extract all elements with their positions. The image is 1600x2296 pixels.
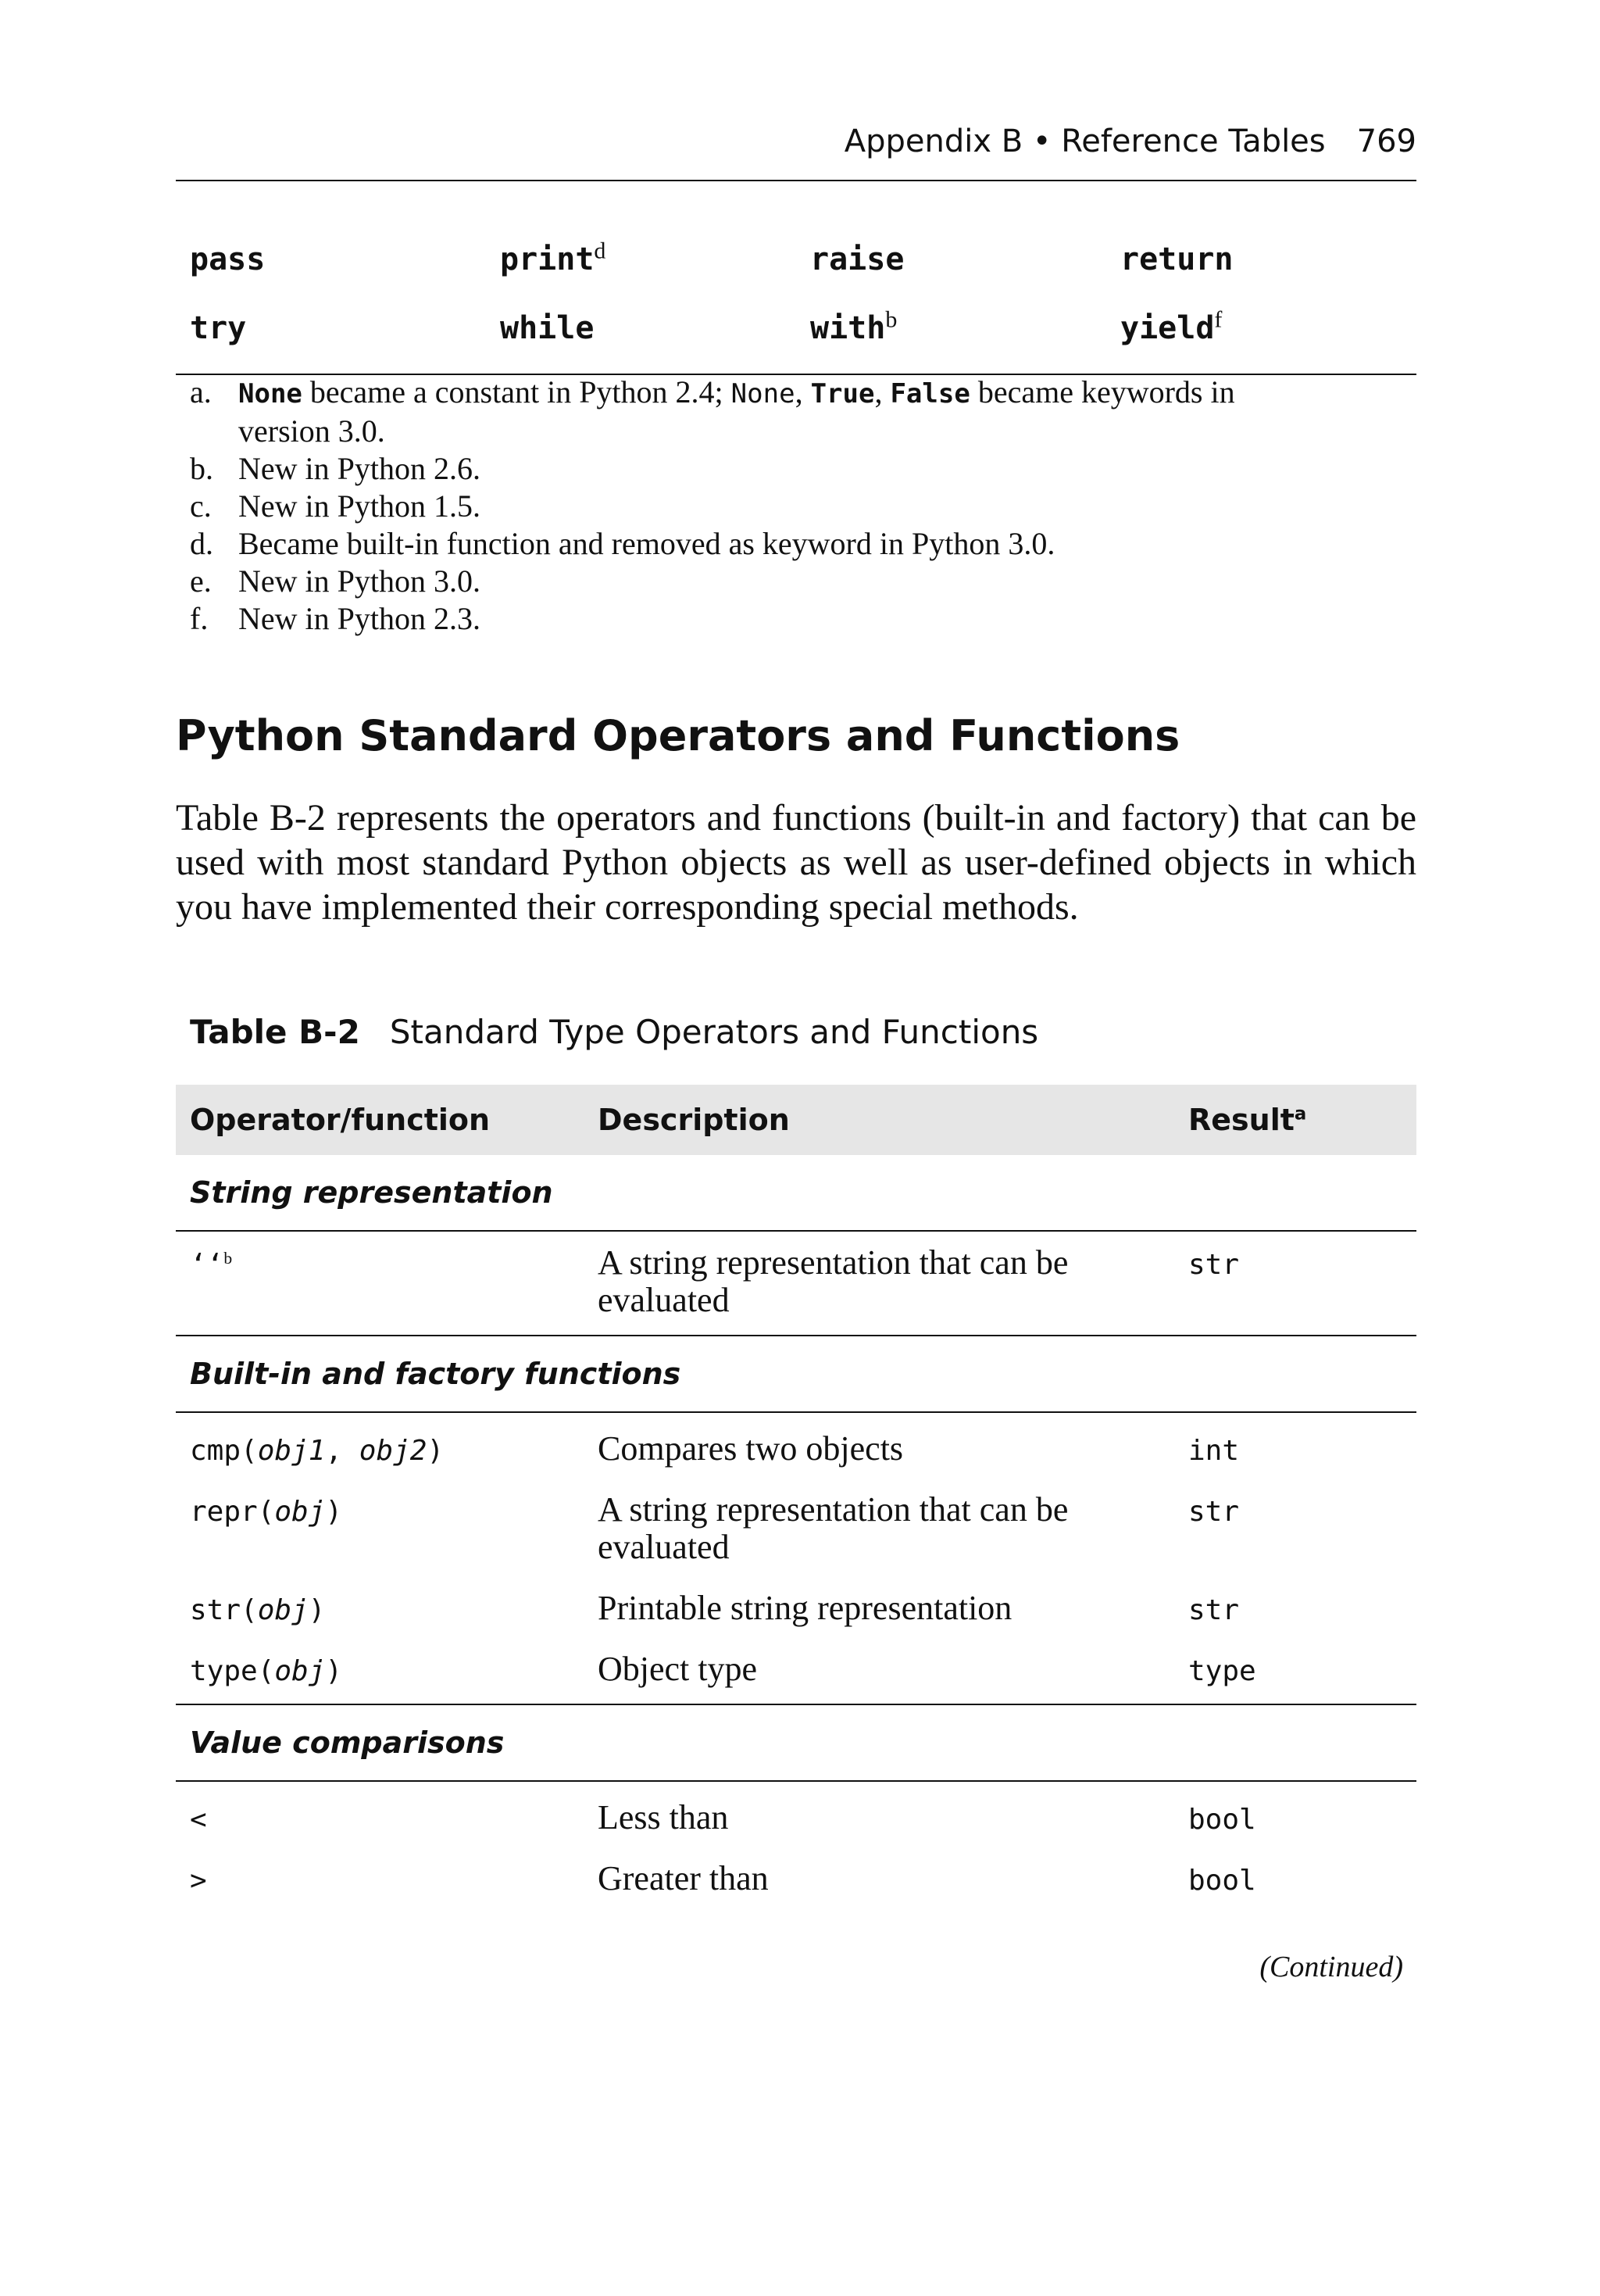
function-name: repr( (190, 1496, 275, 1528)
operator-cell: > (190, 1865, 207, 1897)
intro-paragraph: Table B-2 represents the operators and functions (built-in and factory) that can be used with most standard Python objects as well as user-defined objects in which you have implemented their corresponding special methods. (176, 797, 1416, 928)
keyword-cell (486, 310, 796, 346)
footnote-text: Became built-in function and removed as keyword in Python 3.0. (238, 526, 1055, 561)
keyword-cell (796, 306, 1106, 346)
running-header-title: Appendix B • Reference Tables (844, 123, 1326, 159)
table-row (176, 1627, 1416, 1705)
table-row (176, 1232, 1416, 1336)
keyword-table (176, 225, 1416, 375)
footnote-mark: a. (190, 374, 212, 409)
group-heading: Value comparisons (176, 1705, 1416, 1782)
operator-cell (176, 1650, 598, 1688)
footnote-mark: d. (190, 526, 213, 561)
function-name: str( (190, 1594, 258, 1626)
keyword-cell (486, 238, 796, 277)
table-title: Standard Type Operators and Functions (389, 1013, 1039, 1051)
group-heading: Built-in and factory functions (176, 1336, 1416, 1413)
footnote-mark: b. (190, 451, 213, 486)
footnote-ref: d (594, 238, 606, 264)
keyword-row (176, 294, 1416, 363)
running-header (176, 117, 1416, 181)
table-row (176, 1836, 1416, 1897)
argument: obj (257, 1594, 309, 1626)
keyword: yield (1120, 310, 1215, 346)
footnote-fragment: became keywords in version 3.0. (238, 374, 1235, 449)
table-row (176, 1566, 1416, 1627)
keyword-cell (176, 310, 486, 346)
description-cell: Printable string representation (598, 1589, 1012, 1627)
footnote (190, 450, 1330, 488)
function-name: type( (190, 1655, 275, 1687)
paren: ) (325, 1655, 343, 1687)
paren: ) (427, 1435, 445, 1467)
keyword: pass (190, 241, 266, 277)
keyword-row (176, 225, 1416, 294)
result-cell: str (1188, 1594, 1240, 1626)
operators-table (176, 1085, 1416, 1897)
result-cell: str (1188, 1496, 1240, 1528)
result-cell: bool (1188, 1804, 1256, 1836)
operator-cell (176, 1430, 598, 1468)
keyword-cell (1106, 241, 1416, 277)
result-cell: int (1188, 1435, 1240, 1467)
footnote-fragment: , (874, 374, 891, 409)
description-cell: Compares two objects (598, 1429, 904, 1468)
paren: ) (325, 1496, 343, 1528)
code-none: None (730, 378, 795, 409)
footnote (190, 374, 1330, 450)
footnote-text: New in Python 2.6. (238, 451, 480, 486)
table-caption (190, 1013, 1038, 1051)
description-cell: Less than (598, 1798, 729, 1836)
header-result (1188, 1103, 1416, 1137)
description-cell: Greater than (598, 1859, 769, 1897)
keyword: with (810, 310, 886, 346)
keyword: try (190, 310, 247, 346)
footnote-ref: b (223, 1249, 233, 1268)
footnote-ref: b (885, 306, 898, 333)
keyword-cell (176, 241, 486, 277)
separator: , (325, 1435, 359, 1467)
footnote (190, 600, 1330, 638)
footnote-text: New in Python 1.5. (238, 488, 480, 524)
table-footnotes (190, 374, 1330, 638)
keyword: print (500, 241, 595, 277)
footnote-text (238, 374, 1330, 450)
group-heading: String representation (176, 1155, 1416, 1232)
keyword: raise (810, 241, 905, 277)
table-header-row (176, 1085, 1416, 1155)
keyword-cell (1106, 306, 1416, 346)
table-row (176, 1782, 1416, 1836)
description-cell: A string representation that can be evaluated (598, 1490, 1069, 1566)
header-operator: Operator/function (190, 1103, 491, 1137)
header-description: Description (598, 1103, 790, 1137)
paren: ) (308, 1594, 326, 1626)
operator-cell (176, 1244, 598, 1319)
description-cell: A string representation that can be evaluated (598, 1243, 1069, 1319)
footnote-mark: e. (190, 563, 212, 599)
footnote (190, 525, 1330, 563)
footnote-ref: a (1294, 1103, 1307, 1125)
operator-cell: < (190, 1804, 207, 1836)
footnote (190, 563, 1330, 600)
argument: obj (274, 1655, 326, 1687)
keyword: while (500, 310, 595, 346)
operator-cell (176, 1590, 598, 1627)
table-row (176, 1468, 1416, 1566)
function-name: cmp( (190, 1435, 258, 1467)
argument: obj (274, 1496, 326, 1528)
result-cell: type (1188, 1655, 1256, 1687)
footnote-ref: f (1214, 306, 1223, 333)
table-number: Table B-2 (190, 1013, 360, 1051)
argument: obj2 (359, 1435, 427, 1467)
footnote-text: New in Python 3.0. (238, 563, 480, 599)
result-cell: str (1188, 1249, 1240, 1281)
keyword-cell (796, 241, 1106, 277)
code-false: False (890, 378, 970, 409)
result-cell: bool (1188, 1865, 1256, 1897)
footnote-fragment: , (795, 374, 811, 409)
operator: ‘‘ (190, 1249, 224, 1281)
footnote-fragment: became a constant in Python 2.4; (302, 374, 731, 409)
running-header-text (845, 123, 1416, 159)
keyword: return (1120, 241, 1234, 277)
footnote-mark: c. (190, 488, 212, 524)
code-none: None (238, 378, 302, 409)
footnote-mark: f. (190, 601, 209, 636)
operator-cell (176, 1491, 598, 1566)
footnote-text: New in Python 2.3. (238, 601, 480, 636)
page-number: 769 (1356, 123, 1416, 159)
argument: obj1 (257, 1435, 326, 1467)
section-heading: Python Standard Operators and Functions (176, 711, 1180, 760)
footnote (190, 488, 1330, 525)
description-cell: Object type (598, 1650, 758, 1688)
header-result-label: Result (1188, 1103, 1295, 1137)
table-row (176, 1413, 1416, 1468)
continued-note: (Continued) (1259, 1951, 1403, 1983)
code-true: True (810, 378, 875, 409)
